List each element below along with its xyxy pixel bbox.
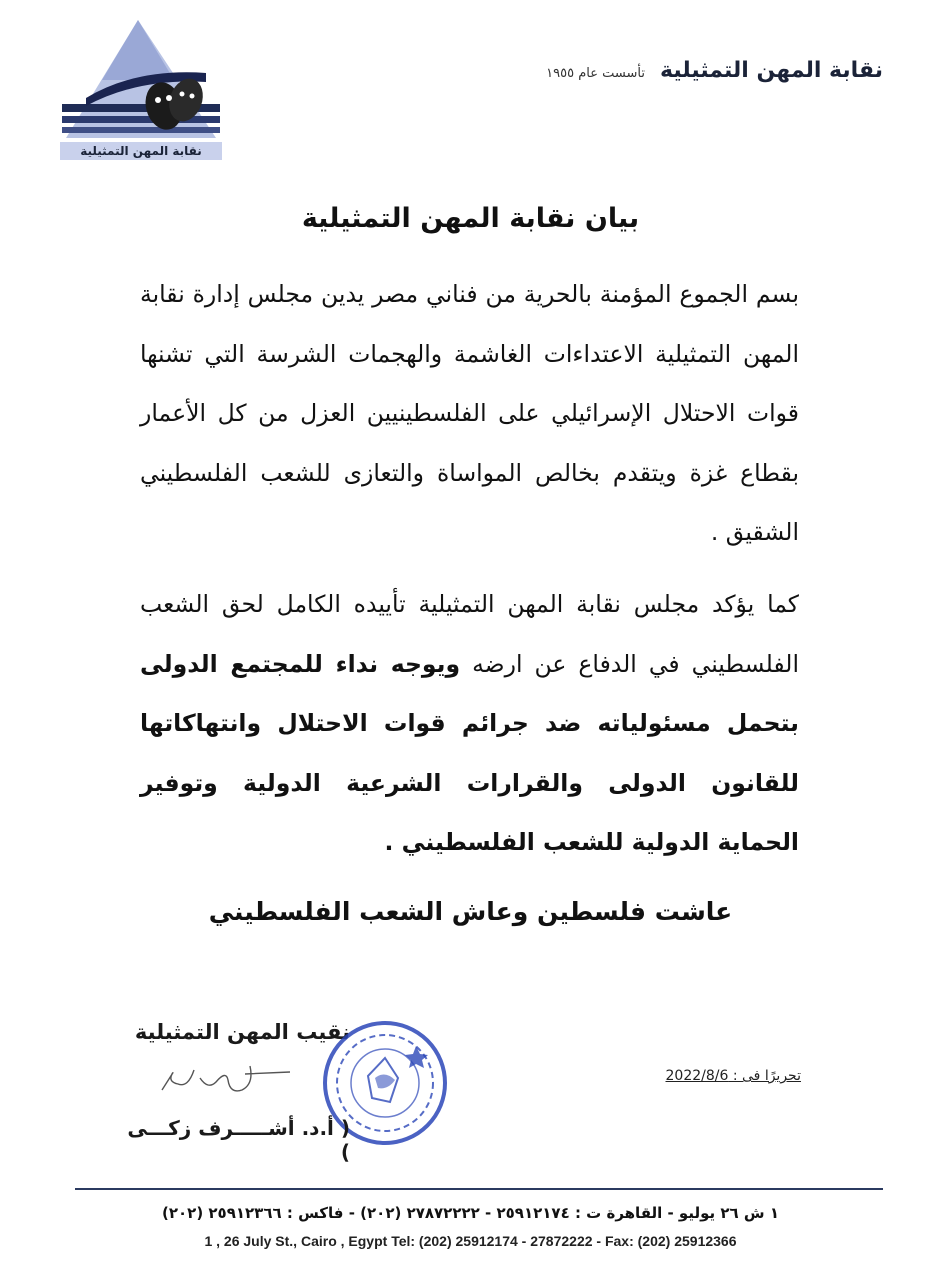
- statement-heading: بيان نقابة المهن التمثيلية: [301, 203, 640, 234]
- letterhead-title: [546, 58, 883, 83]
- signatory-name: ( أ.د. أشـــــرف زكـــى ): [127, 1116, 350, 1164]
- footer-address-english: 1 , 26 July St., Cairo , Egypt Tel: (202) 25912174 - 27872222 - Fax: (202) 25912366: [204, 1233, 737, 1249]
- footer-address-arabic: ١ ش ٢٦ يوليو - القاهرة ت : ٢٥٩١٢١٧٤ - ٢٧٨٧٢٢٢٢ (٢٠٢) - فاكس : ٢٥٩١٢٣٦٦ (٢٠٢): [162, 1204, 779, 1222]
- logo-caption: نقابة المهن التمثيلية: [80, 144, 202, 158]
- paragraph-2: [140, 575, 799, 873]
- paragraph-1: [140, 265, 799, 563]
- date-line: تحريرًا فى : 2022/8/6: [665, 1068, 801, 1084]
- org-name: نقابة المهن التمثيلية: [660, 58, 883, 83]
- paragraph-2-bold: ويوجه نداء للمجتمع الدولى بتحمل مسئولياته ضد جرائم قوات الاحتلال وانتهاكاتها للقانون الدولى والقرارات الشرعية الدولية وتوفير الحماية الدولية للشعب الفلسطيني .: [140, 649, 799, 856]
- closing-line: عاشت فلسطين وعاش الشعب الفلسطيني: [208, 897, 733, 926]
- established-year: تأسست عام ١٩٥٥: [546, 66, 645, 81]
- paragraph-2-normal: كما يؤكد مجلس نقابة المهن التمثيلية تأييده الكامل لحق الشعب الفلسطيني في الدفاع عن ارضه: [140, 590, 799, 678]
- paragraph-1-text: بسم الجموع المؤمنة بالحرية من فناني مصر يدين مجلس إدارة نقابة المهن التمثيلية الاعتداءات الغاشمة والهجمات الشرسة التي تشنها قوات الاحتلال الإسرائيلي على الفلسطينيين العزل من كل الأعمار بقطاع غزة ويتقدم بخالص المواساة والتعازى للشعب الفلسطيني الشقيق .: [140, 280, 799, 546]
- handwritten-signature: [150, 1060, 300, 1100]
- signatory-title: نقيب المهن التمثيلية: [134, 1020, 350, 1044]
- union-logo: [56, 18, 226, 163]
- footer-divider: [75, 1188, 883, 1190]
